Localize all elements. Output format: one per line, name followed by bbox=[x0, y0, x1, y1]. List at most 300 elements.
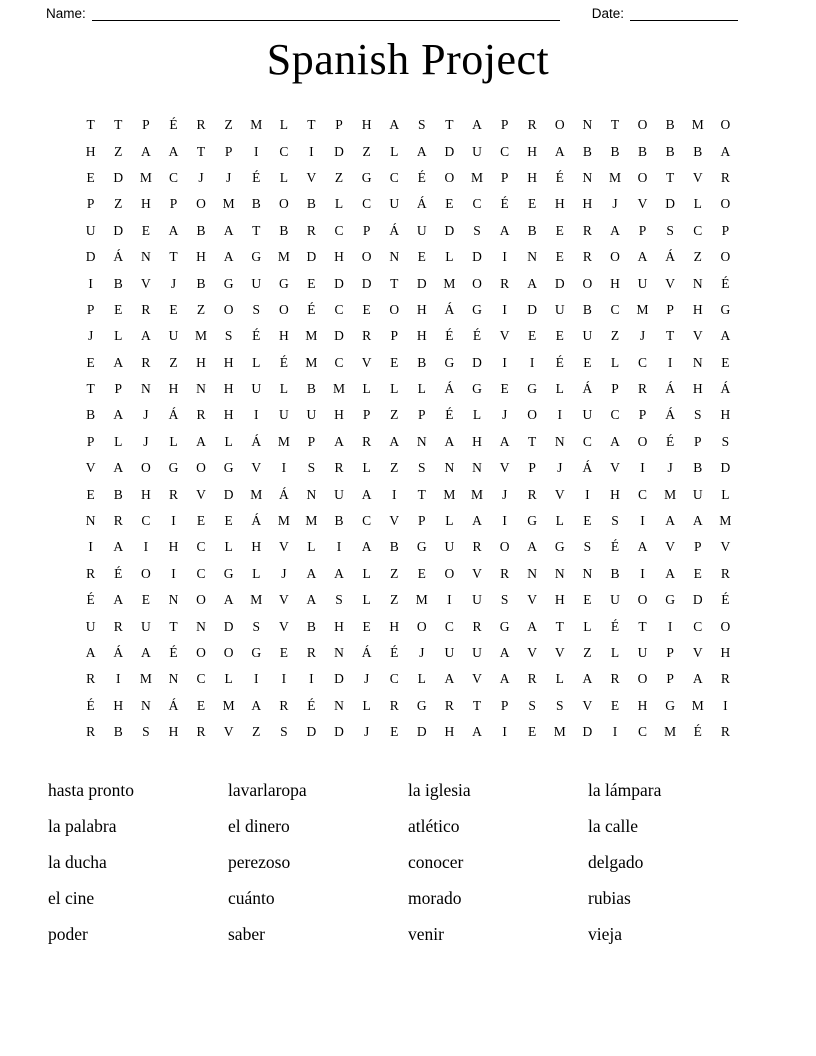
grid-letter: O bbox=[444, 169, 455, 185]
grid-letter: P bbox=[418, 513, 426, 529]
grid-letter: D bbox=[416, 724, 427, 740]
grid-letter: R bbox=[472, 618, 482, 634]
grid-letter: S bbox=[693, 407, 702, 423]
grid-letter: I bbox=[171, 513, 176, 529]
grid-letter: M bbox=[277, 433, 290, 449]
grid-letter: B bbox=[113, 486, 123, 502]
grid-letter: E bbox=[721, 354, 730, 370]
grid-letter: O bbox=[527, 407, 538, 423]
grid-letter: E bbox=[500, 381, 509, 397]
grid-letter: É bbox=[472, 328, 482, 344]
grid-letter: D bbox=[720, 460, 731, 476]
grid-letter: J bbox=[639, 328, 646, 344]
grid-letter: É bbox=[169, 117, 178, 133]
grid-letter: P bbox=[666, 645, 674, 660]
grid-letter: Á bbox=[665, 249, 676, 265]
grid-letter: O bbox=[196, 196, 206, 212]
grid-letter: C bbox=[444, 618, 454, 634]
grid-letter: J bbox=[363, 671, 370, 687]
grid-letter: P bbox=[638, 407, 647, 423]
grid-letter: É bbox=[417, 169, 426, 185]
grid-letter: B bbox=[86, 407, 96, 423]
grid-letter: V bbox=[361, 354, 372, 370]
grid-letter: U bbox=[692, 486, 703, 502]
grid-letter: M bbox=[719, 513, 732, 529]
grid-letter: A bbox=[637, 539, 648, 555]
grid-letter: A bbox=[113, 407, 124, 423]
grid-letter: U bbox=[472, 645, 482, 660]
grid-letter: A bbox=[472, 513, 482, 529]
grid-letter: U bbox=[251, 275, 262, 291]
grid-letter: R bbox=[168, 486, 178, 502]
grid-letter: O bbox=[223, 645, 234, 660]
grid-letter: S bbox=[500, 592, 509, 608]
grid-letter: C bbox=[693, 222, 703, 238]
grid-letter: C bbox=[334, 301, 344, 317]
grid-letter: M bbox=[222, 196, 235, 212]
grid-letter: M bbox=[139, 671, 152, 687]
grid-letter: V bbox=[389, 513, 400, 529]
grid-letter: P bbox=[114, 381, 123, 397]
grid-letter: É bbox=[555, 354, 564, 370]
grid-letter: L bbox=[390, 381, 399, 397]
grid-letter: M bbox=[664, 724, 677, 740]
grid-letter: T bbox=[445, 117, 454, 133]
grid-letter: É bbox=[445, 407, 454, 423]
grid-letter: É bbox=[610, 618, 620, 634]
grid-letter: D bbox=[361, 275, 372, 291]
grid-letter: I bbox=[585, 486, 590, 502]
grid-letter: O bbox=[416, 618, 427, 634]
grid-letter: T bbox=[169, 249, 178, 265]
grid-letter: H bbox=[416, 328, 427, 344]
grid-letter: C bbox=[582, 433, 592, 449]
grid-letter: É bbox=[610, 539, 620, 555]
grid-letter: S bbox=[556, 697, 564, 713]
grid-letter: C bbox=[389, 671, 399, 687]
grid-letter: G bbox=[416, 539, 427, 555]
word-item: delgado bbox=[588, 851, 644, 872]
grid-letter: L bbox=[390, 143, 399, 159]
grid-letter: L bbox=[334, 196, 344, 212]
grid-letter: Z bbox=[693, 249, 702, 265]
word-item: vieja bbox=[588, 923, 623, 944]
word-item: la iglesia bbox=[408, 780, 471, 800]
grid-letter: O bbox=[361, 249, 372, 265]
grid-letter: L bbox=[252, 565, 261, 581]
grid-letter: V bbox=[278, 592, 289, 608]
grid-letter: P bbox=[86, 301, 95, 317]
grid-letter: R bbox=[279, 697, 289, 713]
grid-letter: T bbox=[417, 486, 426, 502]
grid-letter: U bbox=[168, 328, 179, 344]
grid-letter: E bbox=[417, 249, 426, 265]
grid-letter: H bbox=[444, 724, 455, 740]
grid-letter: H bbox=[554, 592, 565, 608]
grid-letter: L bbox=[279, 169, 288, 185]
grid-letter: S bbox=[142, 724, 150, 740]
grid-letter: R bbox=[141, 301, 151, 317]
grid-letter: G bbox=[223, 565, 234, 581]
grid-letter: H bbox=[527, 143, 538, 159]
grid-letter: Á bbox=[582, 460, 593, 476]
grid-letter: U bbox=[334, 486, 344, 502]
grid-letter: Á bbox=[113, 645, 124, 660]
grid-letter: J bbox=[501, 486, 508, 502]
word-item: cuánto bbox=[228, 887, 275, 908]
grid-letter: M bbox=[250, 117, 263, 133]
grid-letter: G bbox=[720, 301, 731, 317]
grid-letter: O bbox=[720, 618, 731, 634]
grid-letter: V bbox=[527, 645, 538, 660]
grid-letter: E bbox=[417, 565, 426, 581]
grid-letter: L bbox=[114, 328, 123, 344]
grid-letter: P bbox=[638, 222, 647, 238]
grid-letter: P bbox=[528, 460, 536, 476]
grid-letter: I bbox=[640, 460, 645, 476]
grid-letter: Á bbox=[389, 222, 400, 238]
grid-letter: I bbox=[723, 697, 728, 713]
grid-letter: G bbox=[223, 460, 234, 476]
grid-letter: J bbox=[612, 196, 618, 212]
grid-letter: A bbox=[527, 618, 538, 634]
grid-letter: L bbox=[472, 407, 482, 423]
grid-letter: A bbox=[444, 671, 455, 687]
grid-letter: E bbox=[528, 724, 537, 740]
grid-letter: D bbox=[113, 169, 124, 185]
grid-letter: M bbox=[415, 592, 428, 608]
grid-letter: V bbox=[610, 460, 620, 476]
grid-letter: V bbox=[499, 460, 510, 476]
grid-letter: I bbox=[557, 407, 563, 423]
grid-letter: E bbox=[390, 724, 399, 740]
grid-letter: P bbox=[362, 222, 371, 238]
grid-letter: S bbox=[418, 117, 426, 133]
grid-letter: D bbox=[444, 143, 455, 159]
grid-letter: S bbox=[721, 433, 730, 449]
grid-letter: A bbox=[334, 433, 344, 449]
grid-letter: A bbox=[334, 565, 344, 581]
grid-letter: Z bbox=[390, 460, 399, 476]
grid-letter: I bbox=[336, 539, 342, 555]
grid-letter: N bbox=[85, 513, 96, 529]
grid-letter: B bbox=[582, 301, 592, 317]
grid-letter: A bbox=[582, 671, 593, 687]
grid-letter: E bbox=[555, 328, 564, 344]
grid-letter: H bbox=[389, 618, 400, 634]
grid-letter: V bbox=[692, 645, 703, 660]
grid-letter: L bbox=[555, 671, 564, 687]
grid-letter: É bbox=[252, 328, 261, 344]
word-item: conocer bbox=[408, 851, 464, 872]
grid-letter: A bbox=[389, 117, 400, 133]
grid-letter: R bbox=[362, 328, 372, 344]
grid-letter: Z bbox=[390, 592, 399, 608]
grid-letter: U bbox=[637, 275, 648, 291]
grid-letter: E bbox=[445, 196, 454, 212]
grid-letter: M bbox=[470, 169, 483, 185]
grid-letter: A bbox=[361, 539, 372, 555]
grid-letter: O bbox=[140, 460, 151, 476]
grid-letter: A bbox=[168, 143, 179, 159]
grid-letter: H bbox=[140, 486, 151, 502]
grid-letter: A bbox=[720, 143, 731, 159]
grid-letter: M bbox=[305, 513, 318, 529]
grid-letter: R bbox=[362, 433, 372, 449]
grid-letter: A bbox=[720, 328, 731, 344]
grid-letter: N bbox=[196, 381, 206, 397]
grid-letter: I bbox=[281, 671, 287, 687]
grid-letter: A bbox=[389, 433, 400, 449]
grid-letter: A bbox=[85, 645, 96, 660]
grid-letter: É bbox=[86, 697, 95, 713]
grid-letter: L bbox=[445, 249, 454, 265]
grid-letter: R bbox=[113, 513, 123, 529]
grid-letter: I bbox=[391, 486, 397, 502]
grid-letter: R bbox=[638, 381, 648, 397]
grid-letter: B bbox=[693, 143, 703, 159]
grid-letter: Á bbox=[168, 407, 179, 423]
grid-letter: E bbox=[583, 513, 592, 529]
grid-letter: É bbox=[307, 301, 316, 317]
grid-letter: Á bbox=[582, 381, 593, 397]
grid-letter: É bbox=[390, 645, 399, 660]
word-list-column bbox=[48, 780, 228, 959]
grid-letter: A bbox=[251, 697, 262, 713]
grid-letter: B bbox=[665, 143, 675, 159]
grid-letter: O bbox=[637, 169, 648, 185]
grid-letter: R bbox=[444, 697, 454, 713]
word-item: la calle bbox=[588, 815, 639, 836]
grid-letter: J bbox=[226, 169, 232, 185]
page-title: Spanish Project bbox=[266, 35, 550, 84]
word-item: la ducha bbox=[48, 851, 107, 872]
grid-letter: Z bbox=[362, 143, 371, 159]
grid-letter: H bbox=[251, 539, 262, 555]
grid-letter: D bbox=[223, 618, 234, 634]
grid-letter: G bbox=[527, 381, 538, 397]
grid-letter: O bbox=[720, 117, 731, 133]
grid-letter: O bbox=[196, 592, 206, 608]
word-list-column bbox=[588, 780, 768, 959]
grid-letter: E bbox=[86, 354, 95, 370]
grid-letter: A bbox=[692, 513, 703, 529]
grid-letter: L bbox=[555, 381, 564, 397]
grid-letter: C bbox=[141, 513, 151, 529]
grid-letter: V bbox=[582, 697, 593, 713]
grid-letter: H bbox=[223, 354, 234, 370]
grid-letter: H bbox=[334, 249, 344, 265]
grid-letter: T bbox=[528, 433, 537, 449]
grid-letter: P bbox=[500, 697, 509, 713]
grid-letter: D bbox=[665, 196, 676, 212]
grid-letter: E bbox=[693, 565, 702, 581]
grid-letter: A bbox=[223, 592, 234, 608]
grid-letter: P bbox=[335, 117, 343, 133]
grid-letter: G bbox=[416, 697, 427, 713]
grid-letter: R bbox=[720, 671, 730, 687]
grid-letter: O bbox=[637, 433, 648, 449]
grid-letter: J bbox=[198, 169, 204, 185]
grid-letter: O bbox=[582, 275, 593, 291]
grid-letter: M bbox=[250, 486, 263, 502]
grid-letter: H bbox=[334, 407, 344, 423]
grid-letter: A bbox=[665, 513, 676, 529]
name-blank-line bbox=[92, 5, 560, 21]
grid-letter: A bbox=[140, 143, 151, 159]
grid-letter: A bbox=[306, 592, 317, 608]
grid-letter: U bbox=[472, 143, 482, 159]
grid-letter: H bbox=[278, 328, 289, 344]
grid-letter: S bbox=[473, 222, 481, 238]
grid-letter: D bbox=[334, 143, 344, 159]
grid-letter: T bbox=[307, 117, 316, 133]
grid-letter: R bbox=[582, 249, 592, 265]
grid-letter: I bbox=[171, 565, 176, 581]
word-item: hasta pronto bbox=[48, 780, 135, 800]
grid-letter: N bbox=[692, 275, 703, 291]
grid-letter: T bbox=[638, 618, 647, 634]
grid-letter: G bbox=[665, 697, 676, 713]
grid-letter: D bbox=[334, 275, 344, 291]
grid-letter: R bbox=[196, 407, 206, 423]
word-list-column bbox=[228, 780, 408, 959]
grid-letter: P bbox=[693, 433, 702, 449]
grid-letter: Á bbox=[113, 249, 124, 265]
grid-letter: A bbox=[223, 222, 234, 238]
grid-letter: V bbox=[85, 460, 96, 476]
grid-letter: D bbox=[554, 275, 565, 291]
grid-letter: I bbox=[502, 513, 507, 529]
grid-letter: V bbox=[278, 618, 289, 634]
grid-letter: A bbox=[196, 433, 206, 449]
grid-letter: J bbox=[501, 407, 508, 423]
grid-letter: L bbox=[279, 381, 288, 397]
grid-letter: J bbox=[143, 407, 149, 423]
grid-letter: D bbox=[85, 249, 96, 265]
grid-letter: L bbox=[252, 354, 261, 370]
grid-letter: A bbox=[416, 143, 427, 159]
grid-letter: C bbox=[389, 169, 399, 185]
grid-letter: C bbox=[610, 407, 620, 423]
grid-letter: T bbox=[555, 618, 564, 634]
grid-letter: P bbox=[693, 539, 702, 555]
grid-letter: N bbox=[196, 618, 206, 634]
grid-letter: U bbox=[637, 645, 648, 660]
grid-letter: M bbox=[664, 486, 677, 502]
grid-letter: C bbox=[334, 354, 344, 370]
grid-letter: E bbox=[362, 301, 371, 317]
grid-letter: É bbox=[721, 275, 730, 291]
grid-letter: I bbox=[253, 671, 259, 687]
grid-letter: R bbox=[472, 539, 482, 555]
grid-letter: H bbox=[637, 697, 648, 713]
grid-letter: A bbox=[140, 645, 151, 660]
grid-letter: R bbox=[720, 724, 730, 740]
grid-letter: Á bbox=[278, 486, 289, 502]
grid-letter: R bbox=[527, 117, 537, 133]
grid-letter: U bbox=[554, 301, 565, 317]
grid-letter: H bbox=[196, 354, 206, 370]
grid-letter: B bbox=[417, 354, 427, 370]
grid-letter: É bbox=[114, 565, 123, 581]
grid-letter: V bbox=[251, 460, 262, 476]
grid-letter: I bbox=[253, 407, 259, 423]
grid-letter: É bbox=[500, 196, 509, 212]
grid-letter: I bbox=[502, 354, 507, 370]
grid-letter: L bbox=[721, 486, 730, 502]
grid-letter: S bbox=[611, 513, 619, 529]
grid-letter: A bbox=[140, 328, 151, 344]
grid-letter: L bbox=[362, 565, 371, 581]
grid-letter: D bbox=[416, 275, 427, 291]
grid-letter: E bbox=[114, 301, 123, 317]
grid-letter: D bbox=[582, 724, 593, 740]
grid-letter: B bbox=[610, 565, 620, 581]
grid-letter: Á bbox=[361, 645, 372, 660]
grid-letter: É bbox=[86, 592, 95, 608]
grid-letter: A bbox=[113, 539, 124, 555]
grid-letter: M bbox=[222, 697, 235, 713]
grid-letter: N bbox=[416, 433, 427, 449]
grid-letter: É bbox=[252, 169, 261, 185]
grid-letter: C bbox=[362, 513, 372, 529]
grid-letter: R bbox=[610, 671, 620, 687]
grid-letter: V bbox=[527, 592, 538, 608]
grid-letter: H bbox=[361, 117, 372, 133]
grid-letter: V bbox=[140, 275, 151, 291]
grid-letter: I bbox=[116, 671, 121, 687]
grid-letter: Z bbox=[334, 169, 344, 185]
grid-letter: N bbox=[527, 565, 538, 581]
grid-letter: A bbox=[554, 143, 565, 159]
grid-letter: E bbox=[279, 645, 288, 660]
grid-letter: R bbox=[196, 724, 206, 740]
grid-letter: I bbox=[667, 354, 673, 370]
grid-letter: P bbox=[666, 671, 674, 687]
grid-letter: A bbox=[610, 222, 620, 238]
grid-letter: O bbox=[223, 301, 234, 317]
grid-letter: B bbox=[665, 117, 675, 133]
grid-letter: N bbox=[692, 354, 703, 370]
grid-letter: L bbox=[307, 539, 316, 555]
date-label: Date: bbox=[591, 6, 624, 21]
grid-letter: A bbox=[306, 565, 317, 581]
grid-letter: P bbox=[390, 328, 398, 344]
grid-letter: E bbox=[141, 222, 150, 238]
grid-letter: B bbox=[306, 196, 316, 212]
grid-letter: Á bbox=[251, 433, 262, 449]
grid-letter: A bbox=[168, 222, 179, 238]
grid-letter: N bbox=[306, 486, 317, 502]
grid-letter: M bbox=[691, 117, 704, 133]
grid-letter: R bbox=[113, 618, 123, 634]
grid-letter: O bbox=[499, 539, 510, 555]
grid-letter: M bbox=[195, 328, 208, 344]
grid-letter: H bbox=[196, 249, 206, 265]
grid-letter: Z bbox=[196, 301, 206, 317]
grid-letter: A bbox=[692, 671, 703, 687]
grid-letter: B bbox=[113, 275, 123, 291]
grid-letter: E bbox=[390, 354, 399, 370]
grid-letter: I bbox=[640, 513, 645, 529]
grid-letter: G bbox=[278, 275, 289, 291]
grid-letter: J bbox=[88, 328, 94, 344]
grid-letter: I bbox=[309, 143, 314, 159]
grid-letter: P bbox=[418, 407, 426, 423]
word-item: venir bbox=[408, 923, 444, 944]
wordsearch-grid bbox=[77, 112, 739, 745]
